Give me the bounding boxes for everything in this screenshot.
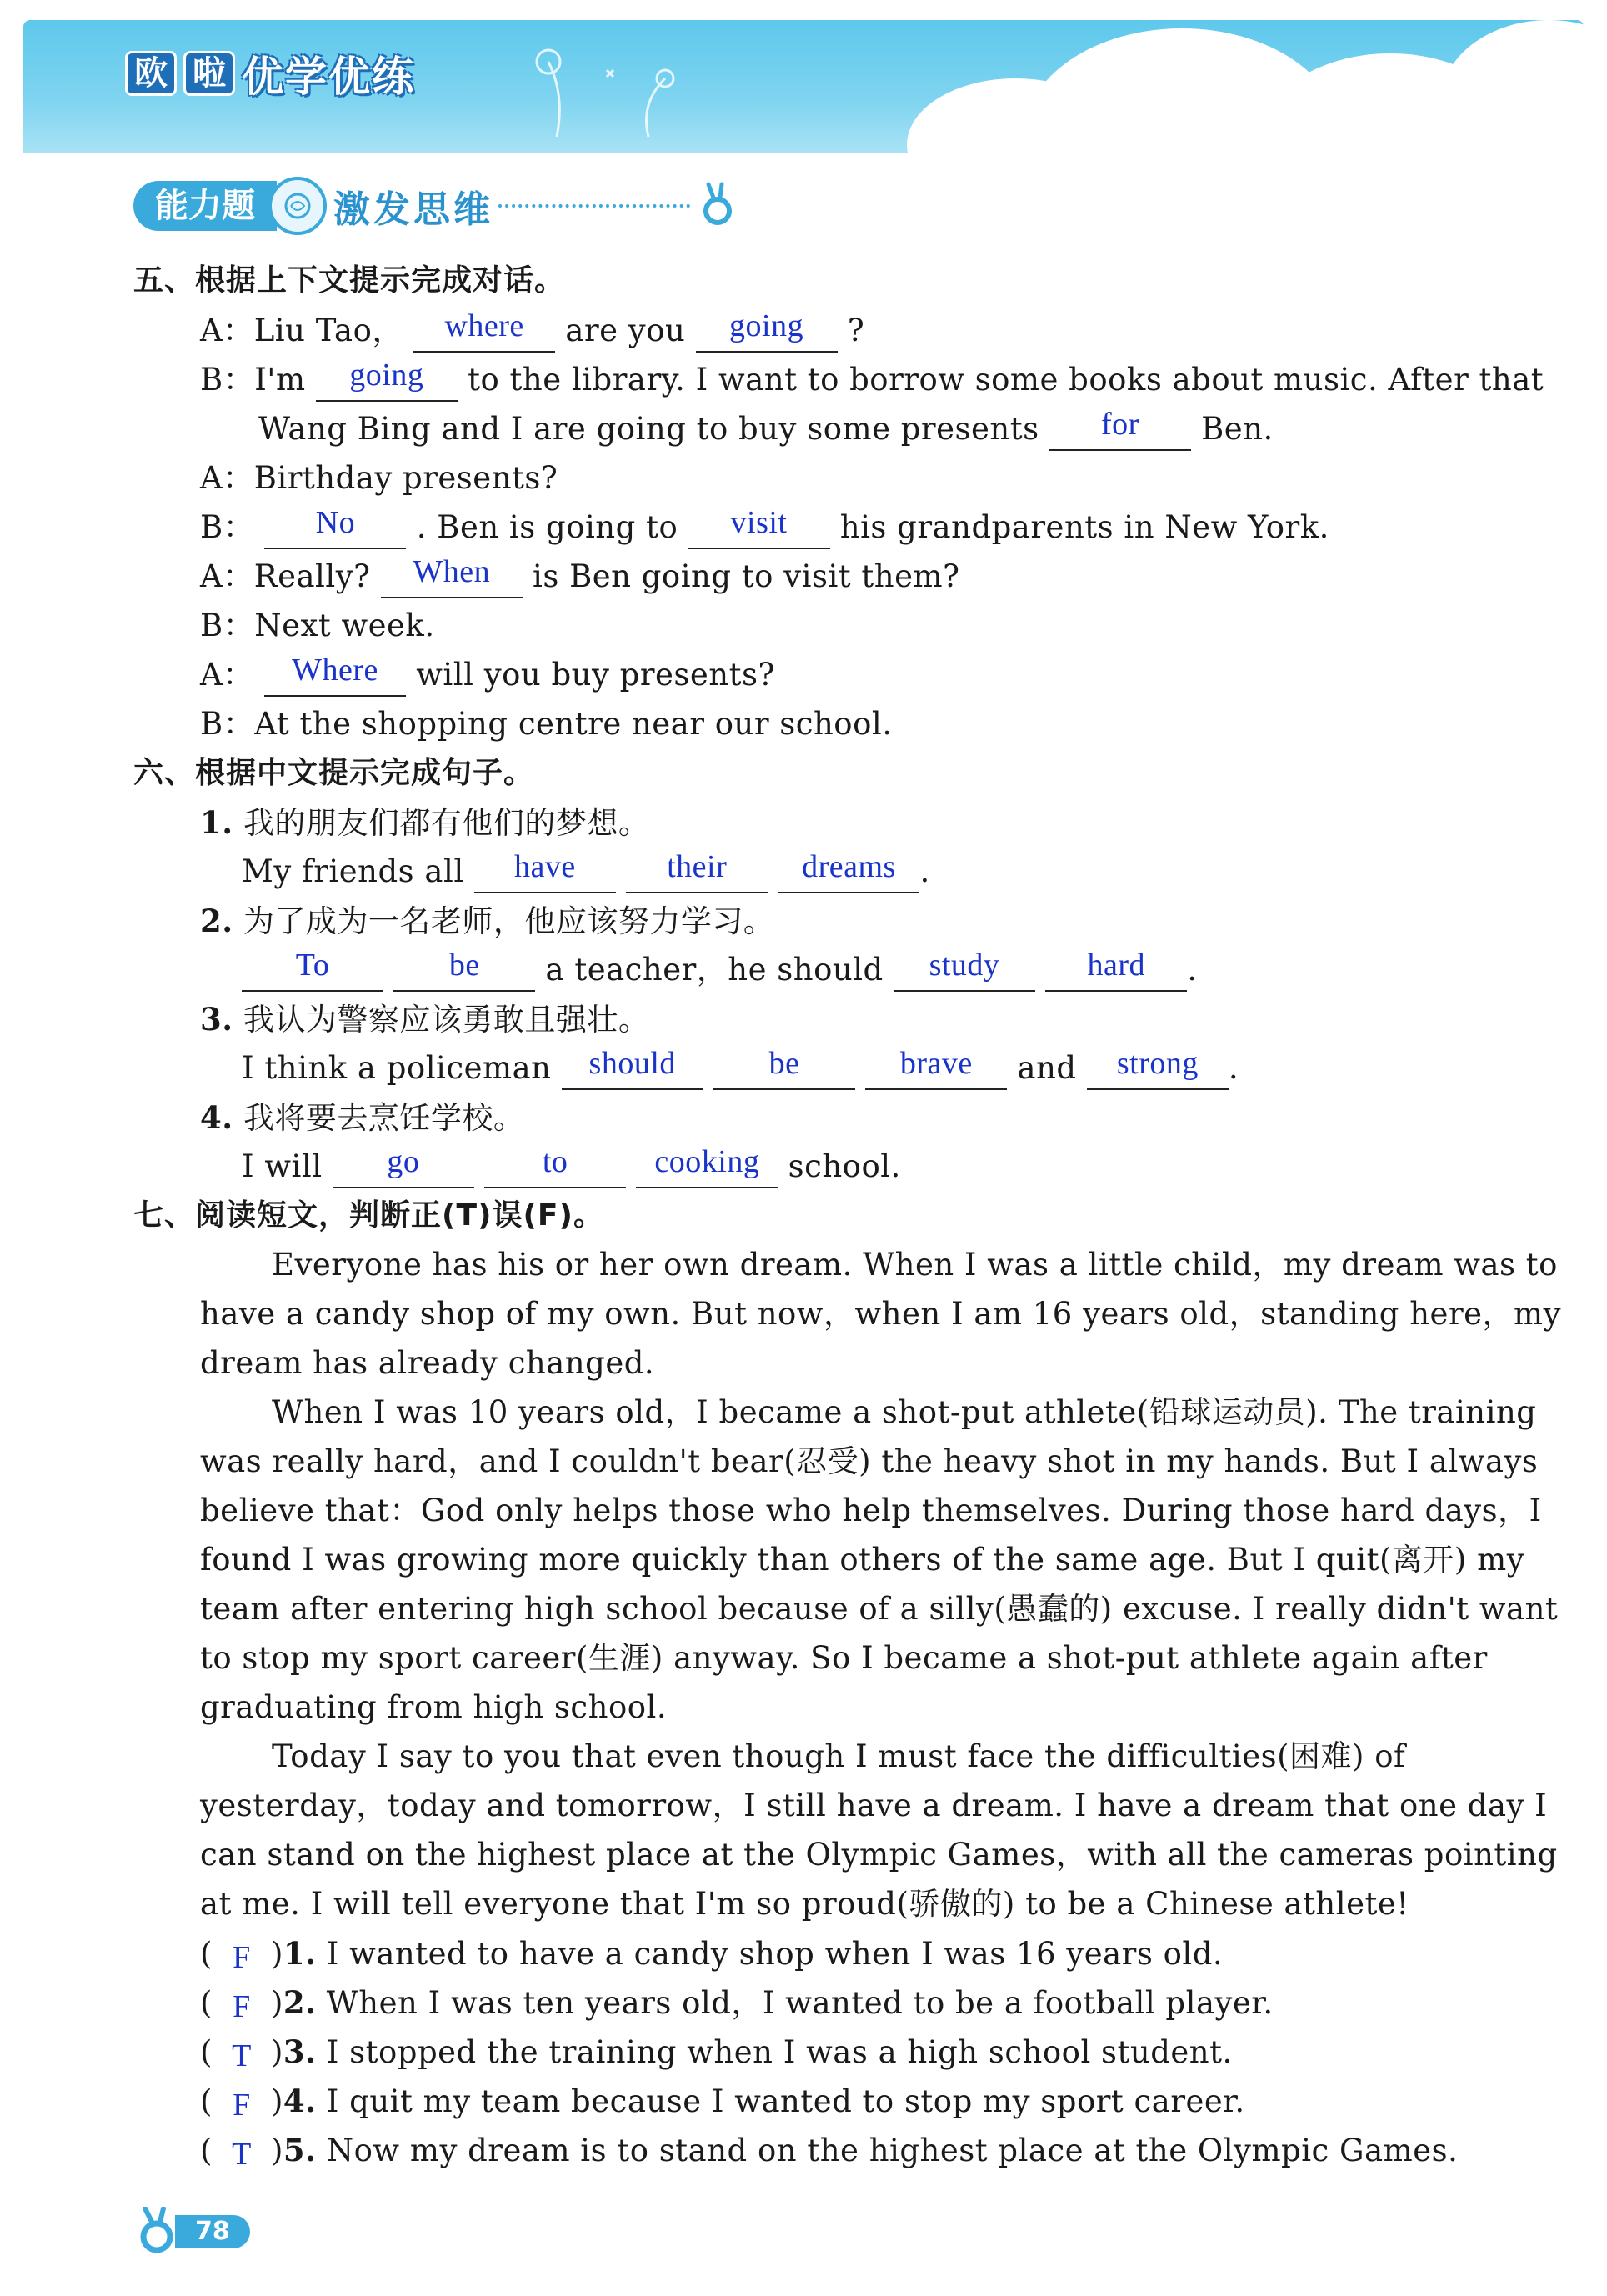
sentence-text: school. <box>788 1148 901 1184</box>
answer-text: should <box>588 1046 676 1081</box>
answer-text: have <box>514 849 576 884</box>
answer-blank[interactable] <box>778 849 919 893</box>
answer-text: their <box>667 849 728 884</box>
question-chinese: 我的朋友们都有他们的梦想。 <box>243 805 650 841</box>
answer-blank[interactable] <box>484 1144 626 1188</box>
answer-text: strong <box>1116 1046 1199 1081</box>
answer-text: visit <box>730 505 788 540</box>
question-answer-line <box>242 949 1198 991</box>
answer-blank[interactable] <box>696 308 838 353</box>
dialogue-text: A：Really? <box>200 558 371 594</box>
tf-item: ( F )2. When I was ten years old，I wanted to be a football player. <box>200 1982 1274 2024</box>
sentence-text: . <box>1228 1050 1239 1086</box>
answer-text: When <box>413 554 491 589</box>
answer-blank[interactable] <box>1045 948 1187 992</box>
passage-line: at me. I will tell everyone that I'm so proud(骄傲的) to be a Chinese athlete! <box>200 1886 1409 1922</box>
sentence-text: a teacher，he should <box>545 952 884 988</box>
brand-title: 优学优练 <box>242 53 415 101</box>
tf-answer[interactable]: F <box>233 1989 251 2024</box>
answer-text: going <box>729 308 804 343</box>
page-footer <box>133 2207 250 2257</box>
passage-line: graduating from high school. <box>200 1689 668 1725</box>
passage-line: yesterday，today and tomorrow，I still have a dream. I have a dream that one day I <box>200 1788 1548 1823</box>
answer-text: brave <box>899 1046 973 1081</box>
answer-text: for <box>1100 407 1139 442</box>
brand-char: 欧 <box>125 51 177 96</box>
answer-text: going <box>349 358 424 393</box>
answer-text: cooking <box>654 1144 760 1179</box>
question-answer-line <box>242 1146 901 1188</box>
dialogue-line: B：At the shopping centre near our school. <box>200 706 893 742</box>
item-number: 3. <box>283 2033 317 2070</box>
answer-blank[interactable] <box>316 358 458 402</box>
passage-line: found I was growing more quickly than others of the same age. But I quit(离开) my <box>200 1542 1525 1578</box>
passage-line: Everyone has his or her own dream. When I was a little child，my dream was to <box>272 1247 1558 1283</box>
passage-line: dream has already changed. <box>200 1345 655 1381</box>
item-number: 2. <box>283 1984 317 2021</box>
section6-title: 六、根据中文提示完成句子。 <box>133 756 535 790</box>
answer-blank[interactable] <box>264 505 406 549</box>
answer-blank[interactable] <box>242 948 383 992</box>
dialogue-text: ? <box>847 313 865 348</box>
passage-line: can stand on the highest place at the Olympic Games，with all the cameras pointing <box>200 1837 1558 1873</box>
passage-line: was really hard，and I couldn't bear(忍受) the heavy shot in my hands. But I always <box>200 1443 1539 1479</box>
tf-answer[interactable]: F <box>233 1940 251 1975</box>
answer-text: Where <box>292 653 378 688</box>
question-number: 2. <box>200 903 233 939</box>
sentence-text: . <box>1187 952 1198 988</box>
section5-title: 五、根据上下文提示完成对话。 <box>133 263 566 298</box>
item-text: Now my dream is to stand on the highest place at the Olympic Games. <box>326 2133 1459 2168</box>
item-text: I quit my team because I wanted to stop my sport career. <box>326 2083 1245 2119</box>
question-prompt <box>200 802 649 844</box>
answer-blank[interactable] <box>713 1046 855 1090</box>
tf-item: ( T )5. Now my dream is to stand on the highest place at the Olympic Games. <box>200 2129 1458 2172</box>
question-prompt <box>200 998 649 1041</box>
question-answer-line <box>242 851 930 893</box>
question-number: 1. <box>200 804 233 841</box>
answer-blank[interactable] <box>562 1046 703 1090</box>
banner-subtitle: 激发思维 <box>333 188 493 231</box>
answer-blank[interactable] <box>1087 1046 1229 1090</box>
answer-text: To <box>295 948 330 983</box>
dialogue-text: A： <box>200 657 254 693</box>
dialogue-text: are you <box>565 313 686 348</box>
answer-text: No <box>315 505 356 540</box>
dialogue-text: B： <box>200 509 255 545</box>
dialogue-text: . Ben is going to <box>416 509 678 545</box>
answer-blank[interactable] <box>636 1144 778 1188</box>
answer-blank[interactable] <box>894 948 1035 992</box>
item-number: 1. <box>283 1935 317 1972</box>
passage-line: When I was 10 years old，I became a shot-put athlete(铅球运动员). The training <box>272 1394 1537 1430</box>
answer-text: dreams <box>802 849 896 884</box>
item-text: I stopped the training when I was a high school student. <box>326 2034 1233 2070</box>
sentence-text: and <box>1017 1050 1077 1086</box>
ok-hand-icon <box>133 2207 180 2257</box>
answer-blank[interactable] <box>688 505 830 549</box>
answer-blank[interactable] <box>626 849 768 893</box>
passage-line: believe that：God only helps those who help themselves. During those hard days，I <box>200 1493 1542 1528</box>
answer-text: where <box>444 308 524 343</box>
question-number: 4. <box>200 1099 233 1136</box>
banner-label: 能力题 <box>133 181 277 231</box>
passage-line: to stop my sport career(生涯) anyway. So I became a shot-put athlete again after <box>200 1640 1488 1676</box>
answer-blank[interactable] <box>264 653 406 697</box>
passage-line: team after entering high school because of a silly(愚蠢的) excuse. I really didn't want <box>200 1591 1559 1627</box>
dialogue-line: A：Birthday presents? <box>200 460 558 496</box>
answer-text: be <box>768 1046 800 1081</box>
answer-blank[interactable] <box>865 1046 1007 1090</box>
dialogue-line <box>200 556 959 598</box>
tf-answer[interactable]: T <box>232 2038 252 2073</box>
question-number: 3. <box>200 1001 233 1038</box>
question-chinese: 我认为警察应该勇敢且强壮。 <box>243 1002 650 1038</box>
item-number: 4. <box>283 2083 317 2119</box>
dialogue-text: Wang Bing and I are going to buy some presents <box>258 411 1039 447</box>
passage-line: have a candy shop of my own. But now，when I am 16 years old，standing here，my <box>200 1296 1562 1332</box>
dialogue-text: to the library. I want to borrow some books about music. After that <box>468 362 1544 398</box>
answer-text: be <box>448 948 480 983</box>
dialogue-line <box>200 507 1329 548</box>
sentence-text: I will <box>242 1148 323 1184</box>
sentence-text: . <box>919 853 930 889</box>
dialogue-line <box>200 359 1544 401</box>
tf-item: ( F )1. I wanted to have a candy shop when I was 16 years old. <box>200 1933 1223 1975</box>
answer-blank[interactable] <box>1049 407 1191 451</box>
answer-blank[interactable] <box>381 554 523 598</box>
dialogue-line <box>200 654 775 696</box>
dialogue-line <box>258 408 1274 450</box>
dialogue-text: B：I'm <box>200 362 306 398</box>
sentence-text: I think a policeman <box>242 1050 552 1086</box>
brand-char: 啦 <box>183 51 235 96</box>
dialogue-text: will you buy presents? <box>416 657 775 693</box>
dialogue-line: B：Next week. <box>200 608 435 643</box>
answer-text: hard <box>1087 948 1146 983</box>
answer-text: to <box>542 1144 568 1179</box>
answer-blank[interactable] <box>474 849 616 893</box>
section7-title: 七、阅读短文，判断正(T)误(F)。 <box>133 1198 604 1233</box>
item-number: 5. <box>283 2132 317 2168</box>
question-chinese: 我将要去烹饪学校。 <box>243 1100 525 1136</box>
sentence-text: My friends all <box>242 853 464 889</box>
dialogue-text: A：Liu Tao， <box>200 313 403 348</box>
answer-text: go <box>387 1144 420 1179</box>
answer-blank[interactable] <box>393 948 535 992</box>
tf-answer[interactable]: T <box>232 2137 252 2172</box>
page-number: 78 <box>175 2215 250 2248</box>
dialogue-text: Ben. <box>1201 411 1274 447</box>
dialogue-text: is Ben going to visit them? <box>532 558 960 594</box>
answer-blank[interactable] <box>333 1144 474 1188</box>
tf-item: ( T )3. I stopped the training when I was a high school student. <box>200 2031 1233 2073</box>
passage-line: Today I say to you that even though I must face the difficulties(困难) of <box>272 1738 1406 1774</box>
question-answer-line <box>242 1048 1239 1089</box>
tf-answer[interactable]: F <box>233 2088 251 2123</box>
answer-text: study <box>929 948 1000 983</box>
item-text: When I was ten years old，I wanted to be a football player. <box>326 1985 1274 2021</box>
question-prompt <box>200 1097 524 1139</box>
answer-blank[interactable] <box>413 308 555 353</box>
dialogue-text: his grandparents in New York. <box>839 509 1329 545</box>
tf-item: ( F )4. I quit my team because I wanted to stop my sport career. <box>200 2080 1245 2123</box>
item-text: I wanted to have a candy shop when I was 16 years old. <box>326 1936 1224 1972</box>
question-prompt <box>200 900 774 943</box>
dialogue-line <box>200 310 864 352</box>
question-chinese: 为了成为一名老师，他应该努力学习。 <box>243 903 775 939</box>
